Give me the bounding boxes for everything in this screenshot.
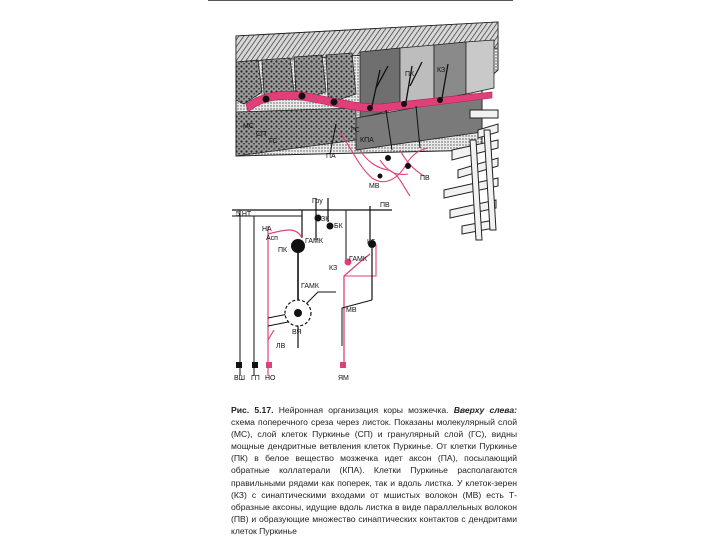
- label-pk-circuit: ПК: [278, 247, 288, 254]
- label-gs-left: ГС: [269, 138, 278, 145]
- caption-fig-num: Рис. 5.17.: [231, 405, 274, 415]
- label-kg: КГ: [367, 239, 375, 246]
- label-asp: Асп: [266, 235, 278, 242]
- caption-body: схема поперечного среза через листок. Показаны молекулярный слой (МС), слой клеток Пуркинье (СП) и гранулярный слой (ГС), видны мощные дендритные ветвления клеток Пуркинье. От клетки Пуркинье (ПК) в белое вещество мозжечка идет аксон (ПА), посылающий обратные коллатерали (КПА). Клетки Пуркинье располагаются правильными рядами как поперек, так и вдоль листка. У клеток-зерен (КЗ) с синаптическими входами от мшистых волокон (МВ) есть Т-образные аксоны, идущие вдоль листка в виде параллельных волокон (ПВ) и образующие множество синаптических контактов с дендритами клеток Пуркинье: [231, 417, 517, 536]
- label-bsh: ВШ: [234, 375, 246, 382]
- label-kz-circuit: КЗ: [329, 265, 338, 272]
- label-gamk-right: ГАМК: [349, 256, 367, 263]
- circuit-labels: [234, 198, 390, 382]
- label-zk: ЗК: [321, 216, 330, 223]
- caption-subtitle-italic: Вверху слева:: [453, 405, 517, 415]
- label-sp: СП: [256, 131, 267, 138]
- label-ms: МС: [243, 123, 254, 130]
- label-kpa: КПА: [360, 137, 374, 144]
- label-no: НО: [265, 375, 276, 382]
- label-mv: МВ: [369, 183, 380, 190]
- label-gamk-top: ГАМК: [305, 238, 323, 245]
- label-5ht: 5 НТ: [236, 211, 252, 218]
- label-pv-circuit: ПВ: [380, 202, 390, 209]
- caption-title: Нейронная организация коры мозжечка.: [273, 405, 449, 415]
- label-bk: БК: [334, 223, 343, 230]
- label-pv: ПВ: [420, 175, 430, 182]
- label-pk: ПК: [405, 71, 415, 78]
- label-vya: ВЯ: [292, 329, 302, 336]
- folium-block: [236, 22, 498, 156]
- label-lv: ЛВ: [276, 343, 286, 350]
- label-kz: КЗ: [437, 67, 446, 74]
- label-na: НА: [262, 226, 272, 233]
- label-gs-mid: ГС: [351, 127, 360, 134]
- label-gamk-mid: ГАМК: [301, 283, 319, 290]
- label-im: ЯМ: [338, 375, 349, 382]
- label-gp: ГП: [251, 375, 260, 382]
- label-mv-circuit: МВ: [346, 307, 357, 314]
- label-pa: ПА: [326, 153, 336, 160]
- label-gru: Гру: [312, 198, 323, 205]
- figure-caption: [231, 404, 517, 537]
